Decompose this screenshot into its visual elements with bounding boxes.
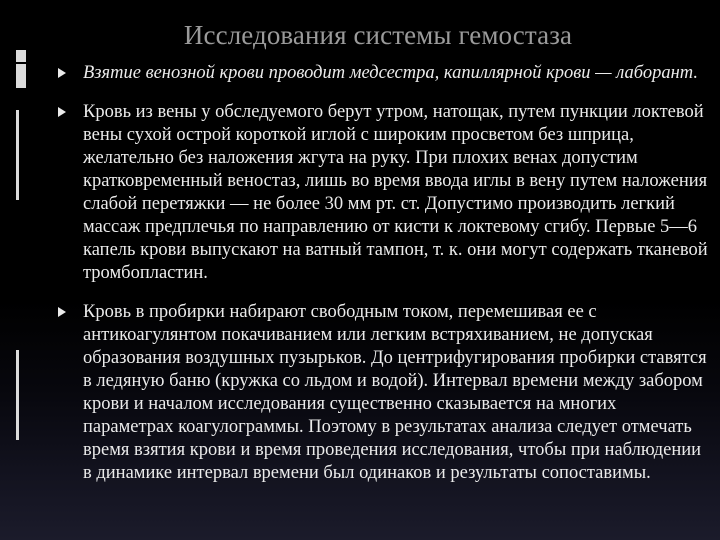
decor-bar (16, 50, 26, 62)
bullet-item-1 (58, 62, 708, 85)
bullet-text: Кровь в пробирки набирают свободным током, перемешивая ее с антикоагулянтом покачиванием или легким встряхиванием, не допуская образования воздушных пузырьков. До центрифугирования пробирки ставятся в ледяную баню (кружка со льдом и водой). Интервал времени между забором крови и началом исследования существенно сказывается на многих параметрах коагулограммы. Поэтому в результатах анализа следует отмечать время взятия крови и время проведения исследования, чтобы при наблюдении в динамике интервал времени был одинаков и результаты сопоставимы. (83, 302, 707, 483)
triangle-bullet-icon (58, 107, 66, 117)
triangle-bullet-icon (58, 307, 66, 317)
slide-title: Исследования системы гемостаза (183, 20, 573, 50)
decor-bar (16, 350, 19, 440)
decor-bar (16, 110, 19, 200)
bullet-item-3 (58, 301, 708, 485)
bullet-list (58, 62, 708, 485)
bullet-text: Кровь из вены у обследуемого берут утром, натощак, путем пункции локтевой вены сухой острой короткой иглой с широким просветом без шприца, желательно без наложения жгута на руку. При плохих венах допустим кратковременный веностаз, лишь во время ввода иглы в вену путем наложения слабой перетяжки — не более 30 мм рт. ст. Допустимо производить легкий массаж предплечья по направлению от кисти к локтевому сгибу. Первые 5—6 капель крови выпускают на ватный тампон, т. к. они могут содержать тканевой тромбопластин. (83, 102, 708, 283)
triangle-bullet-icon (58, 68, 66, 78)
bullet-text: Взятие венозной крови проводит медсестра, капиллярной крови — лаборант. (83, 63, 698, 83)
bullet-item-2 (58, 101, 708, 285)
decor-bar (16, 64, 26, 88)
vertical-bars-decoration (16, 50, 26, 450)
slide-content (58, 62, 708, 501)
